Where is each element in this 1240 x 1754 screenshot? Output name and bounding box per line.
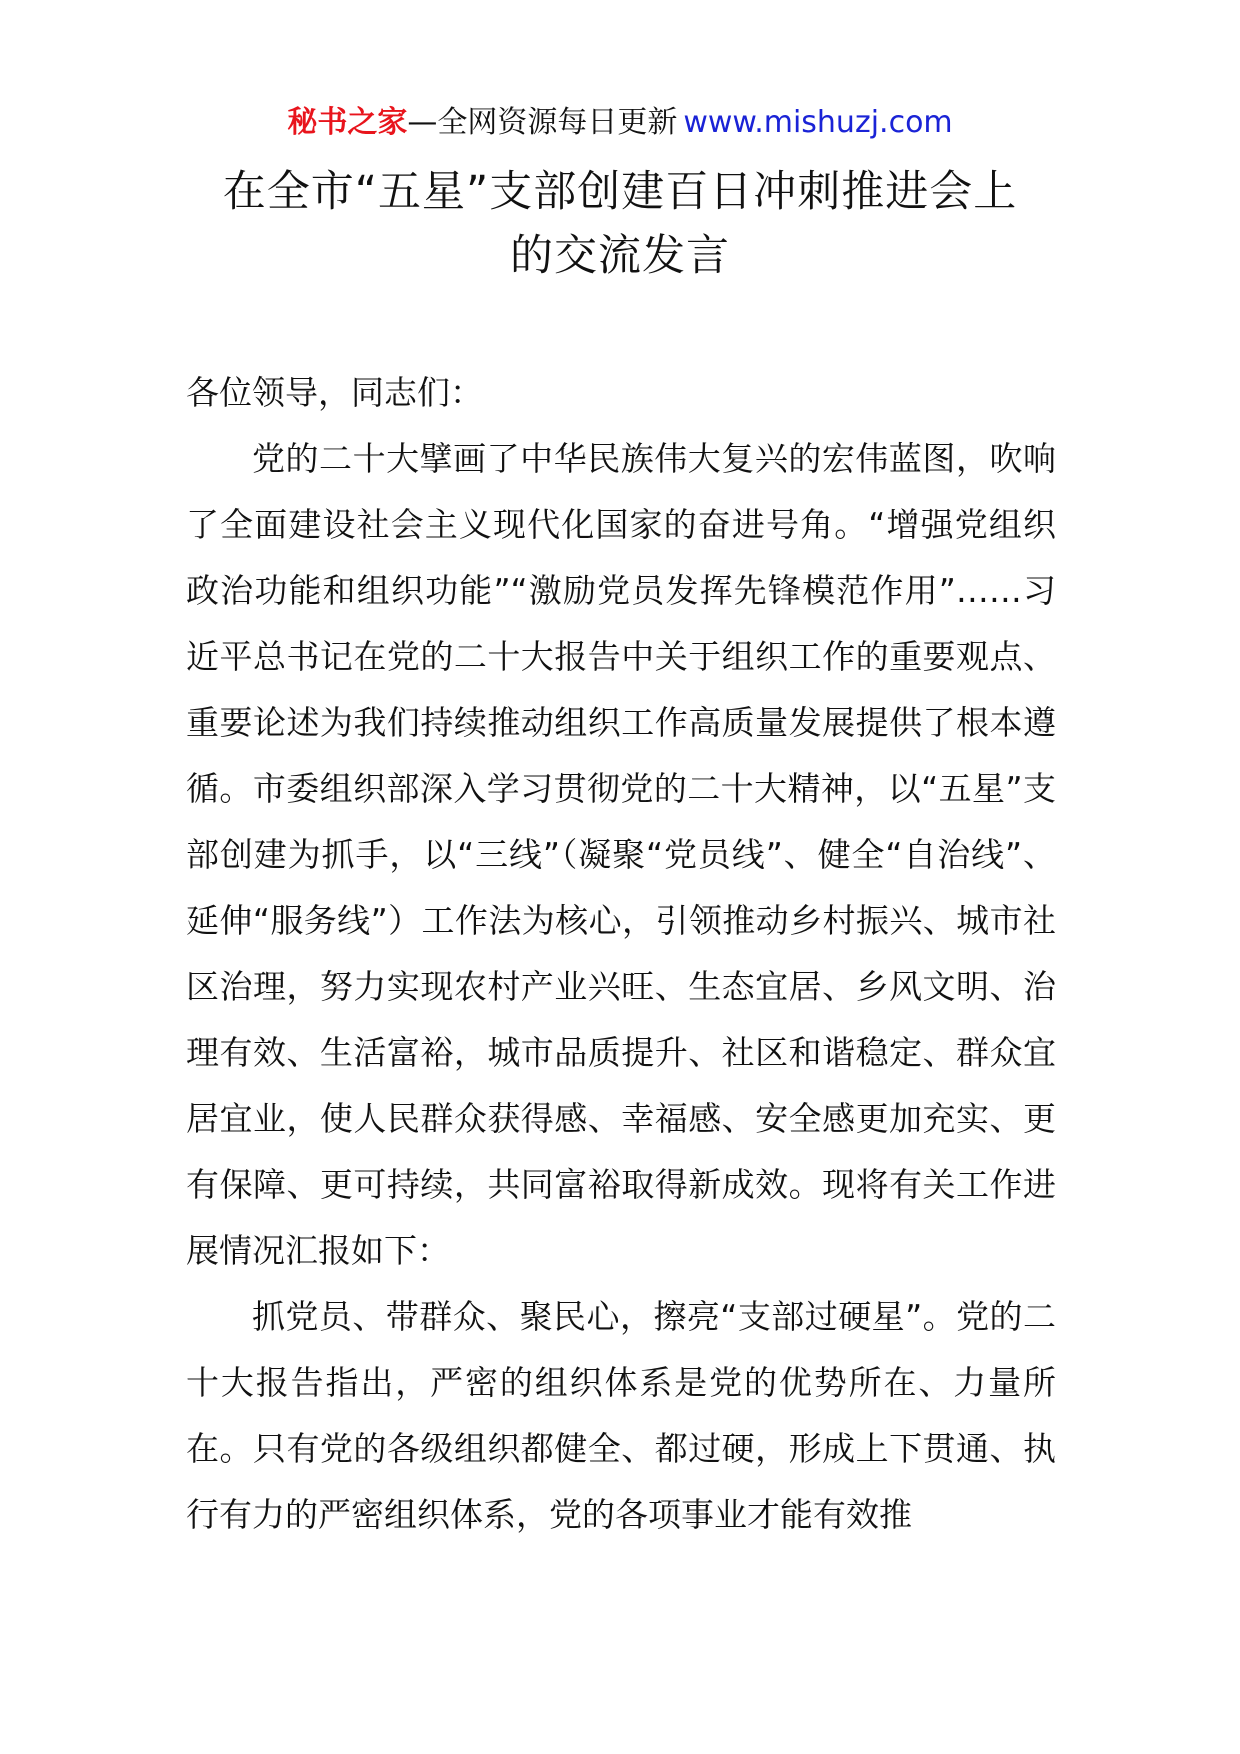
document-title: [150, 160, 1090, 288]
salutation: 各位领导，同志们：: [186, 373, 483, 412]
document-body: [186, 360, 1056, 1548]
title-line-1: 在全市“五星”支部创建百日冲刺推进会上: [222, 167, 1018, 217]
paragraph-1: 党的二十大擘画了中华民族伟大复兴的宏伟蓝图，吹响了全面建设社会主义现代化国家的奋进号角。“增强党组织政治功能和组织功能”“激励党员发挥先锋模范作用”……习近平总书记在党的二十大报告中关于组织工作的重要观点、重要论述为我们持续推动组织工作高质量发展提供了根本遵循。市委组织部深入学习贯彻党的二十大精神，以“五星”支部创建为抓手，以“三线”（凝聚“党员线”、健全“自治线”、延伸“服务线”）工作法为核心，引领推动乡村振兴、城市社区治理，努力实现农村产业兴旺、生态宜居、乡风文明、治理有效、生活富裕，城市品质提升、社区和谐稳定、群众宜居宜业，使人民群众获得感、幸福感、安全感更加充实、更有保障、更可持续，共同富裕取得新成效。现将有关工作进展情况汇报如下：: [186, 439, 1056, 1270]
paragraph-2: 抓党员、带群众、聚民心，擦亮“支部过硬星”。党的二十大报告指出，严密的组织体系是党的优势所在、力量所在。只有党的各级组织都健全、都过硬，形成上下贯通、执行有力的严密组织体系，党的各项事业才能有效推: [186, 1297, 1056, 1534]
site-link[interactable]: www.mishuzj.com: [683, 105, 953, 140]
brand-name: 秘书之家: [287, 105, 408, 140]
site-banner: [0, 100, 1240, 146]
title-line-2: 的交流发言: [510, 231, 730, 281]
banner-tagline: —全网资源每日更新: [407, 105, 678, 140]
